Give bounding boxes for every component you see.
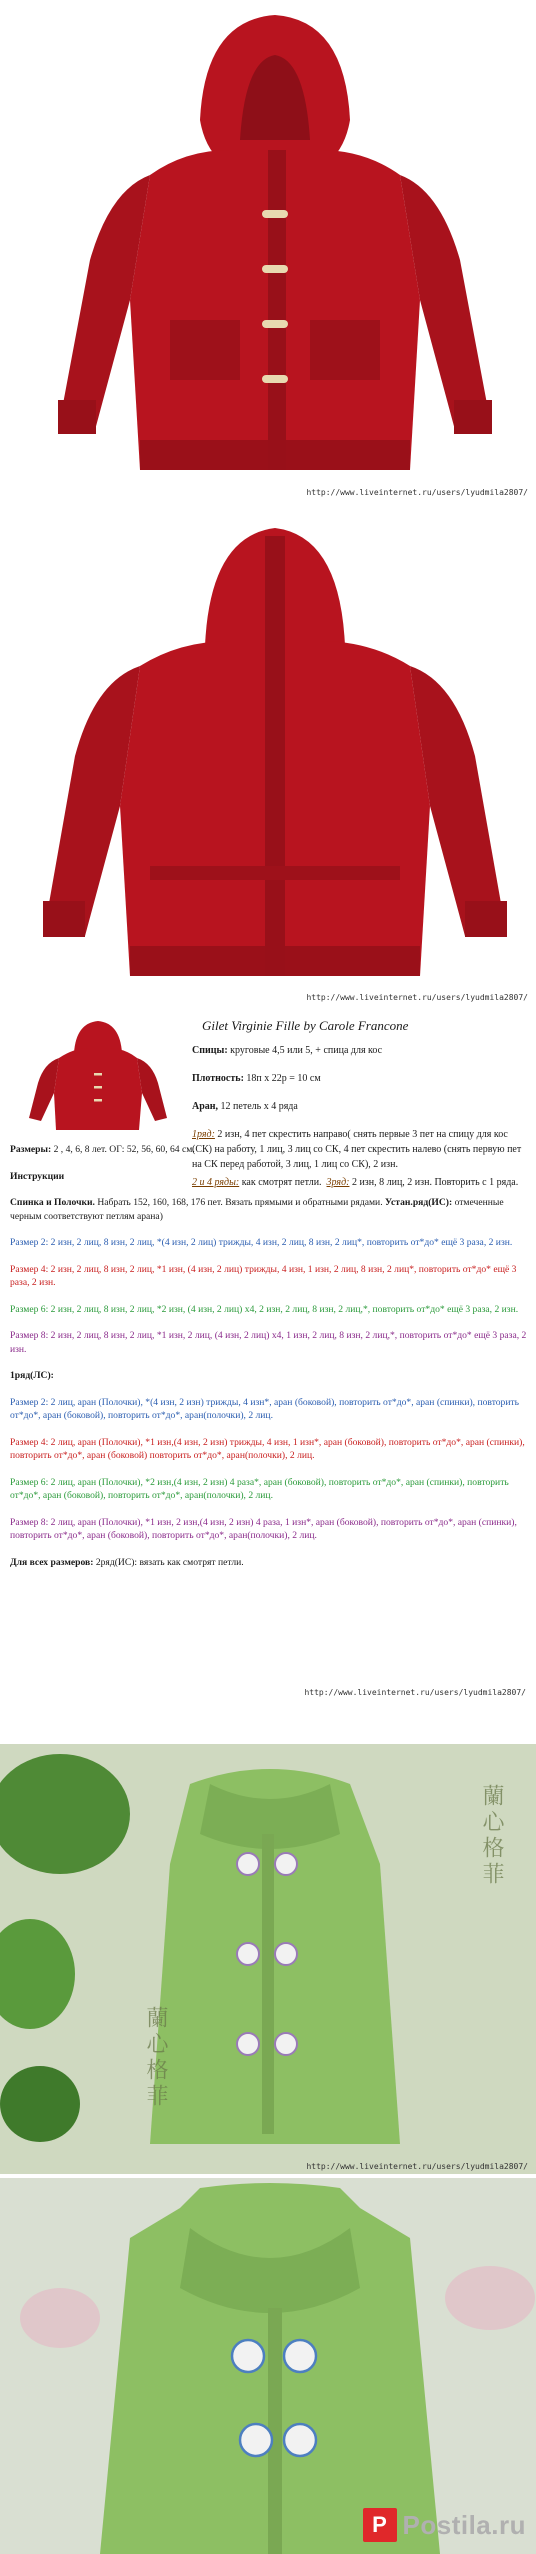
gauge-value: 18п х 22р = 10 см [243, 1073, 321, 1084]
row3-text: 2 изн, 8 лиц, 2 изн. Повторить с 1 ряда. [349, 1177, 519, 1188]
backfront-text: Набрать 152, 160, 168, 176 пет. Вязать прямыми и обратными рядами. [94, 1197, 385, 1208]
row24-text: как смотрят петли. [239, 1177, 322, 1188]
setup-text: отмеченные черным соответствуют петлям арана) [10, 1197, 504, 1222]
row24-label: 2 и 4 ряды: [192, 1177, 240, 1188]
row1-label: 1ряд: [192, 1129, 215, 1140]
backfront-paragraph [10, 1196, 530, 1223]
sizes-label: Размеры: [10, 1144, 52, 1155]
green-vest-image [0, 1744, 536, 2174]
pattern-title: Gilet Virginie Fille by Carole Francone [202, 1018, 409, 1033]
allsizes-label: Для всех размеров: [10, 1556, 94, 1568]
setup-size-6: Размер 6: 2 изн, 2 лиц, 8 изн, 2 лиц, *2 изн, (4 изн, 2 лиц) х4, 2 изн, 2 лиц, 8 изн, 2 лиц,*, повторить от*до* ещё 3 раза, 2 изн. [10, 1303, 519, 1315]
pattern-thumbnail-image [14, 1018, 182, 1136]
sizes-line [10, 1143, 530, 1157]
needles-label: Спицы: [192, 1045, 228, 1056]
photo-red-cardigan-front [0, 0, 536, 500]
gauge-line [192, 1071, 522, 1086]
aran-value: 12 петель х 4 ряда [218, 1101, 298, 1112]
postila-wordmark: Postila.ru [402, 2509, 526, 2540]
setup-size-8: Размер 8: 2 изн, 2 лиц, 8 изн, 2 лиц, *1 изн, 2 лиц, (4 изн, 2 лиц) х4, 1 изн, 2 лиц, 8 изн, 2 лиц,*, повторить от*до* ещё 3 раза, 2 изн. [10, 1330, 527, 1355]
aran-label: Аран, [192, 1101, 219, 1112]
photo-red-cardigan-back [0, 506, 536, 1006]
gauge-label: Плотность: [192, 1073, 244, 1084]
row1-text: 2 изн, 4 пет скрестить направо( снять первые 3 пет на спицу для кос (СК) на работу, 1 лиц, 3 лиц со СК, 4 пет скрестить налево (снять первую пет на СК перед работой, 3 лиц, 1 лиц со СК), 2 изн. [192, 1129, 522, 1170]
row3-label: 3ряд: [326, 1177, 350, 1188]
watermark-text: 蘭心格菲 [143, 2006, 168, 2110]
row1rs-size-2: Размер 2: 2 лиц, аран (Полочки), *(4 изн, 2 изн) трижды, 4 изн*, аран (боковой), повторить от*до*, аран (спинки), повторить от*до*, аран (боковой), повторить от*до*, аран(полочки), 2 лиц. [10, 1396, 520, 1421]
setup-size-4: Размер 4: 2 изн, 2 лиц, 8 изн, 2 лиц, *1 изн, (4 изн, 2 лиц) трижды, 4 изн, 1 изн, 2 лиц, 8 изн, 2 лиц*, повторить от*до* ещё 3 раза, 2 изн. [10, 1263, 517, 1288]
row1rs-size-6: Размер 6: 2 лиц, аран (Полочки), *2 изн,(4 изн, 2 изн) 4 раза*, аран (боковой), повторить от*до*, аран (спинки), повторить от*до*, аран (боковой), повторить от*до*, аран(полочки), 2 лиц. [10, 1476, 509, 1501]
row1rs-size-4: Размер 4: 2 лиц, аран (Полочки), *1 изн,(4 изн, 2 изн) трижды, 4 изн, 1 изн*, аран (боковой), повторить от*до*, аран (спинки), повторить от*до*, аран (боковой) повторить от*до*, аран(полочки), 2 лиц. [10, 1436, 525, 1461]
setup-size-2: Размер 2: 2 изн, 2 лиц, 8 изн, 2 лиц, *(4 изн, 2 лиц) трижды, 4 изн, 2 лиц, 8 изн, 2 лиц*, повторить от*до* ещё 3 раза, 2 изн. [10, 1237, 513, 1248]
backfront-label: Спинка и Полочки. [10, 1197, 95, 1208]
source-caption: http://www.liveinternet.ru/users/lyudmila2807/ [306, 488, 528, 497]
photo-green-vest [0, 1744, 536, 2174]
setup-label: Устан.ряд(ИС): [385, 1197, 453, 1208]
watermark-text: 蘭心格菲 [479, 1784, 504, 1888]
postila-badge-icon: P [363, 2508, 397, 2542]
needles-value: круговые 4,5 или 5, + спица для кос [227, 1045, 383, 1056]
row1rs-size-8: Размер 8: 2 лиц, аран (Полочки), *1 изн, 2 изн,(4 изн, 2 изн) 4 раза, 1 изн*, аран (боковой), повторить от*до*, аран (спинки), повторить от*до*, аран (боковой), повторить от*до*, аран(полочки), 2 лиц. [10, 1516, 517, 1541]
red-cardigan-front-image [0, 0, 536, 500]
allsizes-text: 2ряд(ИС): вязать как смотрят петли. [93, 1556, 244, 1568]
postila-logo[interactable] [363, 2508, 526, 2542]
allsizes-line [10, 1556, 530, 1570]
source-caption: http://www.liveinternet.ru/users/lyudmila2807/ [306, 993, 528, 1002]
source-caption: http://www.liveinternet.ru/users/lyudmila2807/ [306, 2162, 528, 2171]
row1rs-heading: 1ряд(ЛС): [10, 1370, 54, 1381]
instructions-heading: Инструкции [10, 1170, 65, 1182]
photo-green-vest-closeup [0, 2178, 536, 2554]
pattern-document [0, 1012, 536, 1712]
sizes-value: 2 , 4, 6, 8 лет. ОГ: 52, 56, 60, 64 см. [51, 1144, 195, 1155]
pattern-body [10, 1140, 530, 1572]
source-caption: http://www.liveinternet.ru/users/lyudmila2807/ [304, 1688, 526, 1697]
needles-line [192, 1043, 522, 1058]
aran-line [192, 1099, 522, 1114]
green-vest-closeup-image [0, 2178, 536, 2554]
red-cardigan-back-image [0, 506, 536, 1006]
